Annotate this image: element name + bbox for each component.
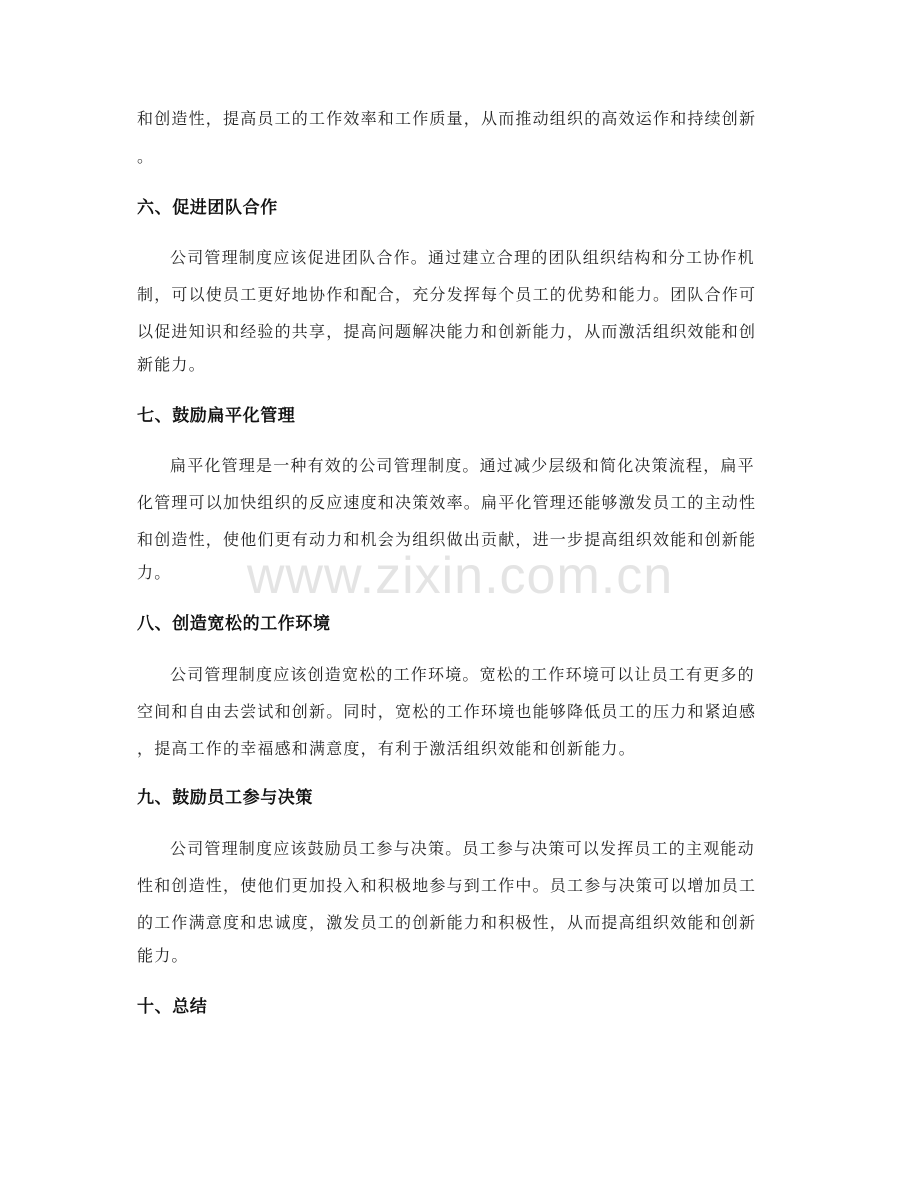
paragraph-line: 力。 [137,563,172,582]
intro-line-2: 。 [137,147,155,166]
paragraph-line: 扁平化管理是一种有效的公司管理制度。通过减少层级和简化决策流程，扁平 [170,456,755,475]
section-heading-7: 七、鼓励扁平化管理 [137,406,296,426]
watermark: www.zixin.com.cn [246,547,674,605]
paragraph-line: 公司管理制度应该鼓励员工参与决策。员工参与决策可以发挥员工的主观能动 [170,839,755,858]
section-heading-10: 十、总结 [137,997,208,1017]
paragraph-line: 新能力。 [137,355,206,374]
paragraph-line: 公司管理制度应该促进团队合作。通过建立合理的团队组织结构和分工协作机 [170,248,755,267]
paragraph-line: 能力。 [137,946,189,965]
paragraph-line: 性和创造性，使他们更加投入和积极地参与到工作中。员工参与决策可以增加员工 [137,876,757,895]
section-heading-9: 九、鼓励员工参与决策 [137,788,313,808]
paragraph-line: 制，可以使员工更好地协作和配合，充分发挥每个员工的优势和能力。团队合作可 [137,285,757,304]
paragraph-line: 化管理可以加快组织的反应速度和决策效率。扁平化管理还能够激发员工的主动性 [137,493,757,512]
paragraph-line: 的工作满意度和忠诚度，激发员工的创新能力和积极性，从而提高组织效能和创新 [137,913,757,932]
paragraph-line: ，提高工作的幸福感和满意度，有利于激活组织效能和创新能力。 [137,739,636,758]
intro-line-1: 和创造性，提高员工的工作效率和工作质量，从而推动组织的高效运作和持续创新 [137,109,757,128]
section-heading-8: 八、创造宽松的工作环境 [137,614,331,634]
paragraph-line: 公司管理制度应该创造宽松的工作环境。宽松的工作环境可以让员工有更多的 [170,665,755,684]
paragraph-line: 和创造性，使他们更有动力和机会为组织做出贡献，进一步提高组织效能和创新能 [137,530,757,549]
paragraph-line: 空间和自由去尝试和创新。同时，宽松的工作环境也能够降低员工的压力和紧迫感 [137,702,757,721]
paragraph-line: 以促进知识和经验的共享，提高问题解决能力和创新能力，从而激活组织效能和创 [137,322,757,341]
section-heading-6: 六、促进团队合作 [137,198,278,218]
